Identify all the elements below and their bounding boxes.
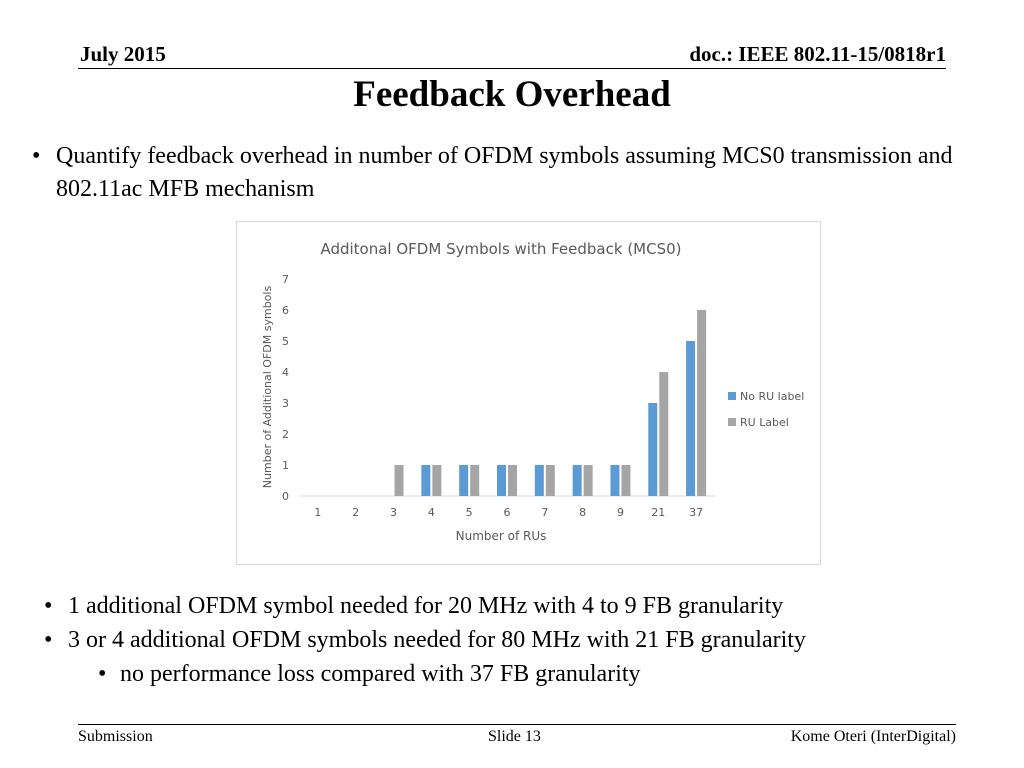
legend-swatch — [728, 392, 736, 400]
header-doc-id: doc.: IEEE 802.11-15/0818r1 — [689, 42, 946, 66]
legend-swatch — [728, 418, 736, 426]
bar-ru-label — [432, 465, 441, 496]
header-date: July 2015 — [80, 42, 166, 66]
footer-rule — [78, 724, 956, 725]
y-axis-label: Number of Additional OFDM symbols — [261, 285, 274, 489]
x-axis-label: Number of RUs — [455, 529, 547, 543]
bar-no-ru-label — [610, 465, 619, 496]
bottom-bullet-list — [44, 589, 984, 691]
x-tick-label: 8 — [579, 506, 587, 519]
x-tick-label: 4 — [427, 506, 435, 519]
chart-legend — [728, 390, 804, 429]
header-rule — [78, 68, 946, 69]
y-tick-label: 6 — [282, 304, 289, 317]
chart-title: Additonal OFDM Symbols with Feedback (MCS0) — [320, 240, 682, 258]
x-tick-label: 21 — [651, 506, 666, 519]
footer-slide-number: Slide 13 — [488, 728, 541, 745]
bar-no-ru-label — [573, 465, 582, 496]
x-tick-label: 1 — [314, 506, 322, 519]
bar-ru-label — [621, 465, 630, 496]
plot-area — [282, 273, 715, 519]
bar-ru-label — [584, 465, 593, 496]
bar-no-ru-label — [686, 341, 695, 496]
legend-label: No RU label — [740, 390, 805, 403]
bullet-item: • 1 additional OFDM symbol needed for 20 MHz with 4 to 9 FB granularity — [44, 589, 984, 623]
y-tick-label: 1 — [282, 459, 289, 472]
x-tick-label: 3 — [390, 506, 398, 519]
x-tick-label: 7 — [541, 506, 549, 519]
bar-ru-label — [470, 465, 479, 496]
bar-chart — [236, 221, 821, 565]
bar-no-ru-label — [421, 465, 430, 496]
y-tick-label: 4 — [282, 366, 289, 379]
y-tick-label: 7 — [282, 273, 289, 286]
x-tick-label: 9 — [616, 506, 624, 519]
y-tick-label: 2 — [282, 428, 289, 441]
y-tick-label: 5 — [282, 335, 289, 348]
footer-author: Kome Oteri (InterDigital) — [790, 728, 956, 745]
footer-submission: Submission — [78, 728, 153, 745]
bar-no-ru-label — [535, 465, 544, 496]
bullet-item: • 3 or 4 additional OFDM symbols needed for 80 MHz with 21 FB granularity — [44, 623, 984, 657]
bar-ru-label — [395, 465, 404, 496]
legend-label: RU Label — [740, 416, 789, 429]
x-tick-label: 2 — [352, 506, 360, 519]
bar-ru-label — [508, 465, 517, 496]
bar-ru-label — [659, 372, 668, 496]
bar-no-ru-label — [648, 403, 657, 496]
top-bullet-list — [32, 140, 972, 206]
x-tick-label: 5 — [465, 506, 473, 519]
bar-ru-label — [546, 465, 555, 496]
sub-bullet-item: • no performance loss compared with 37 FB granularity — [44, 657, 984, 691]
x-tick-label: 37 — [689, 506, 704, 519]
y-tick-label: 3 — [282, 397, 289, 410]
bar-no-ru-label — [459, 465, 468, 496]
bar-ru-label — [697, 310, 706, 496]
y-tick-label: 0 — [282, 490, 289, 503]
x-tick-label: 6 — [503, 506, 511, 519]
bullet-item: • Quantify feedback overhead in number of OFDM symbols assuming MCS0 transmission and 802.11ac MFB mechanism — [32, 140, 972, 206]
chart-canvas — [237, 222, 820, 564]
slide-title: Feedback Overhead — [353, 74, 671, 115]
bar-no-ru-label — [497, 465, 506, 496]
